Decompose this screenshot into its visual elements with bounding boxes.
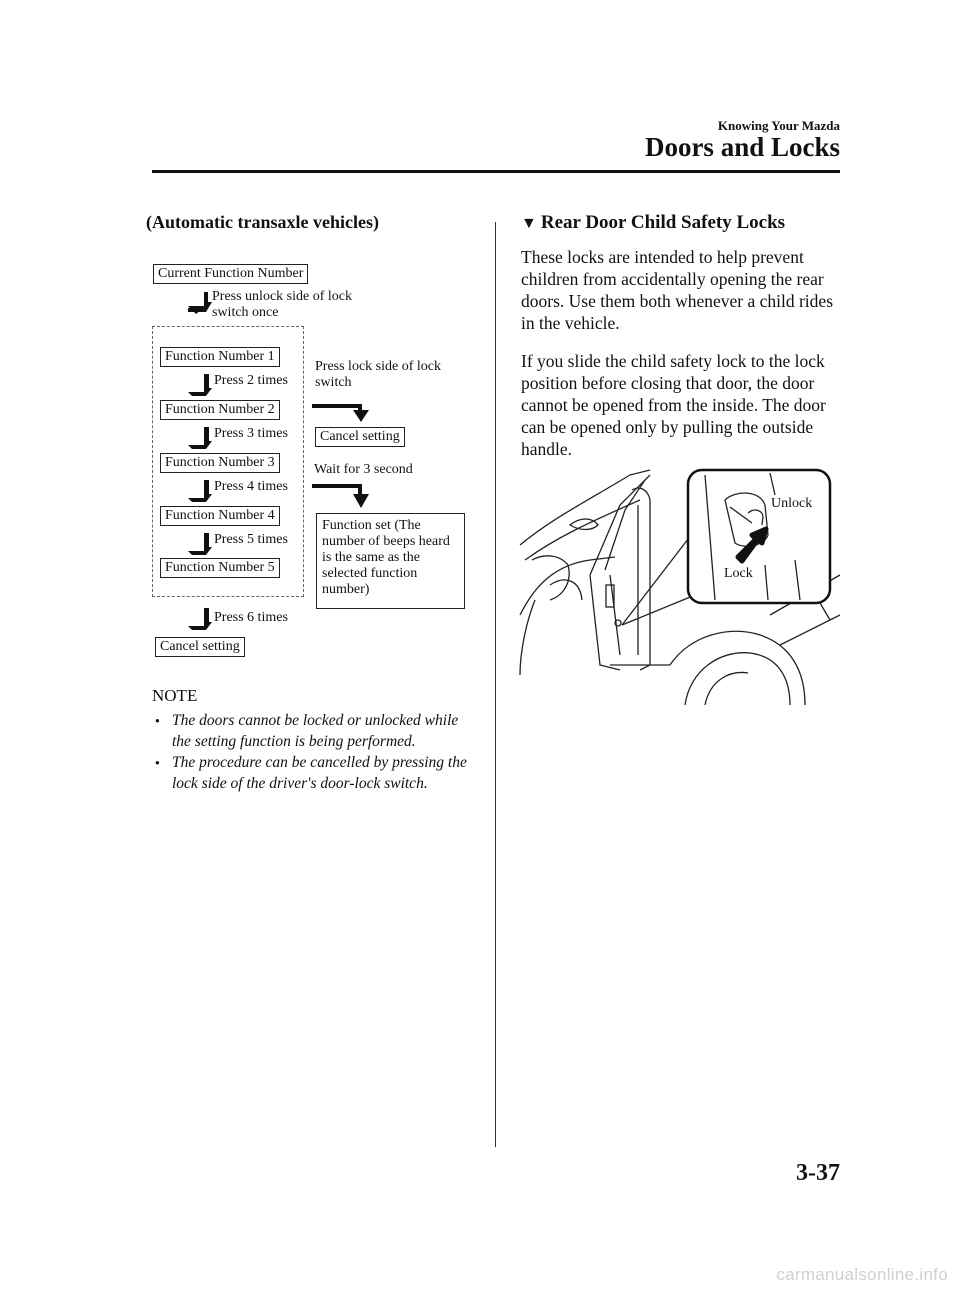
watermark: carmanualsonline.info bbox=[776, 1265, 948, 1284]
unlock-step-label: Press unlock side of lock switch once bbox=[212, 289, 352, 320]
paragraph-2: If you slide the child safety lock to the lock position before closing that door, the door cannot be opened from the inside. The door can be opened only by pulling the outside handle. bbox=[521, 351, 826, 459]
press-label-4: Press 5 times bbox=[214, 532, 288, 547]
unlock-label: Unlock bbox=[771, 496, 813, 511]
press-label-1: Press 2 times bbox=[214, 373, 288, 388]
arrow-down-icon bbox=[182, 608, 212, 630]
function-set-box: Function set (The number of beeps heard is the same as the selected function number) bbox=[316, 513, 465, 609]
note-label: NOTE bbox=[152, 686, 198, 705]
note-list bbox=[155, 710, 475, 794]
note-item: ● The procedure can be cancelled by pressing the lock side of the driver's door-lock switch. bbox=[155, 752, 475, 794]
page-number: 3-37 bbox=[796, 1160, 840, 1186]
press-label-3: Press 4 times bbox=[214, 479, 288, 494]
page-title: Doors and Locks bbox=[644, 132, 840, 162]
function-number-2: Function Number 2 bbox=[160, 400, 280, 420]
arrow-down-icon bbox=[182, 374, 212, 396]
arrow-right-down-icon bbox=[312, 484, 378, 510]
left-heading: (Automatic transaxle vehicles) bbox=[146, 212, 379, 232]
wait-label: Wait for 3 second bbox=[314, 462, 413, 477]
arrow-down-icon bbox=[182, 533, 212, 555]
arrow-down-icon bbox=[182, 480, 212, 502]
header-section: Knowing Your Mazda bbox=[717, 118, 840, 133]
arrow-right-down-icon bbox=[312, 398, 378, 424]
arrow-down-icon bbox=[182, 292, 212, 316]
child-lock-illustration bbox=[520, 465, 840, 705]
note-item: ● The doors cannot be locked or unlocked while the setting function is being performed. bbox=[155, 710, 475, 752]
press-label-5: Press 6 times bbox=[214, 610, 288, 625]
current-function-box: Current Function Number bbox=[153, 264, 308, 284]
triangle-down-icon: ▼ bbox=[521, 215, 537, 232]
cancel-setting-right: Cancel setting bbox=[315, 427, 405, 447]
paragraph-1: These locks are intended to help prevent children from accidentally opening the rear doors. Use them both whenever a child rides in the vehicle. bbox=[521, 247, 834, 333]
header-rule bbox=[152, 170, 840, 173]
section-title bbox=[521, 212, 785, 234]
column-divider bbox=[495, 222, 496, 1147]
lock-step-label: Press lock side of lock switch bbox=[315, 359, 441, 390]
section-title-text: Rear Door Child Safety Locks bbox=[540, 212, 786, 233]
cancel-setting-bottom: Cancel setting bbox=[155, 637, 245, 657]
arrow-down-icon bbox=[182, 427, 212, 449]
function-number-3: Function Number 3 bbox=[160, 453, 280, 473]
function-number-5: Function Number 5 bbox=[160, 558, 280, 578]
function-number-1: Function Number 1 bbox=[160, 347, 280, 367]
function-number-4: Function Number 4 bbox=[160, 506, 280, 526]
lock-label: Lock bbox=[724, 566, 753, 581]
press-label-2: Press 3 times bbox=[214, 426, 288, 441]
